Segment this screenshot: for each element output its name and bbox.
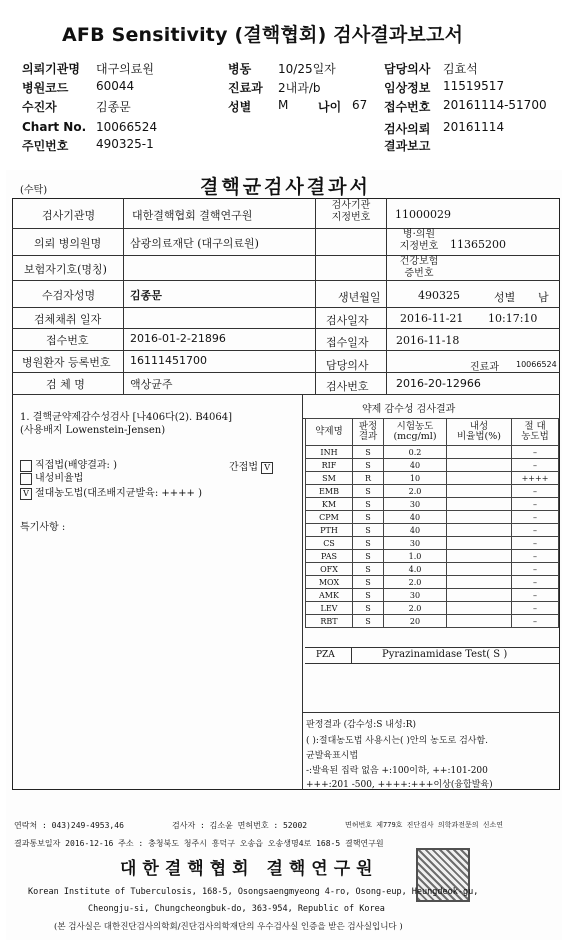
drug-abs-cell: – — [512, 446, 559, 459]
col-ratio: 내성 비율법(%) — [447, 419, 512, 446]
ratio-checkbox — [20, 473, 32, 485]
drug-abs-cell: – — [512, 550, 559, 563]
drug-conc-cell: 20 — [384, 615, 447, 628]
drug-conc-cell: 4.0 — [384, 563, 447, 576]
drug-abs-cell: – — [512, 576, 559, 589]
drug-ratio-cell — [447, 615, 512, 628]
clinical-label: 임상정보 — [384, 81, 431, 95]
drug-result-cell: S — [353, 498, 384, 511]
drug-name-cell: LEV — [306, 602, 353, 615]
drug-name-cell: PAS — [306, 550, 353, 563]
drug-ratio-cell — [447, 589, 512, 602]
drug-conc-cell: 2.0 — [384, 602, 447, 615]
request-value: 20161114 — [443, 120, 505, 134]
grid-line — [12, 328, 560, 329]
drug-row — [306, 615, 559, 628]
test-date-label: 검사일자 — [326, 314, 369, 327]
col-result: 판정 결과 — [353, 419, 384, 446]
rrn-value: 490325-1 — [96, 137, 154, 151]
grid-line — [12, 280, 560, 281]
copy-label: (수탁) — [20, 185, 48, 196]
drug-name-cell: PTH — [306, 524, 353, 537]
collector-label: 수진자 — [22, 100, 57, 114]
drug-ratio-cell — [447, 472, 512, 485]
drug-result-cell: S — [353, 446, 384, 459]
drug-result-cell: S — [353, 550, 384, 563]
result-header: 약제 감수성 검사결과 — [362, 404, 456, 415]
drug-ratio-cell — [447, 485, 512, 498]
dob-label: 생년월일 — [338, 291, 381, 304]
drug-row — [306, 472, 559, 485]
legend-line1: 판정결과 (감수성:S 내성:R) — [306, 720, 416, 730]
test-no-label: 검사번호 — [326, 380, 369, 393]
drug-row — [306, 498, 559, 511]
drug-ratio-cell — [447, 498, 512, 511]
footer-contact: 연락처 : 043)249-4953,46 — [14, 821, 124, 830]
legend-line4: -:발육된 집락 없음 +:100이하, ++:101-200 — [306, 766, 488, 776]
lab-id-label: 검사기관 지정번호 — [331, 200, 371, 223]
age-value: 67 — [352, 98, 368, 112]
collector-value: 김종문 — [96, 100, 131, 114]
lab-name-value: 대한결핵협회 결핵연구원 — [132, 209, 253, 222]
grid-line — [12, 394, 560, 395]
absolute-checkbox: V — [20, 488, 32, 500]
hosp-reg-value: 16111451700 — [130, 354, 207, 367]
footer-org-name: 대한결핵협회 결핵연구원 — [120, 859, 379, 879]
method-line1: 1. 결핵균약제감수성검사 [나406다(2). B4064] — [20, 412, 233, 423]
drug-row — [306, 459, 559, 472]
drug-name-cell: SM — [306, 472, 353, 485]
chart-label: Chart No. — [22, 120, 87, 134]
drug-result-cell: S — [353, 602, 384, 615]
footer-org-en2: Cheongju-si, Chungcheongbuk-do, 363-954, Republic of Korea — [88, 904, 385, 914]
option-indirect — [229, 458, 276, 474]
option-absolute — [20, 484, 202, 500]
option-ratio-label: 내성비율법 — [35, 473, 84, 484]
doctor-label: 담당의사 — [384, 62, 431, 76]
drug-result-cell: S — [353, 485, 384, 498]
col-drug: 약제명 — [306, 419, 353, 446]
receipt-no-label: 접수번호 — [46, 334, 89, 347]
drug-result-cell: S — [353, 537, 384, 550]
grid-line — [12, 350, 560, 351]
option-indirect-label: 간접법 — [229, 462, 258, 473]
drug-abs-cell: – — [512, 563, 559, 576]
req-name-label: 의뢰 병의원명 — [34, 237, 102, 250]
drug-row — [306, 589, 559, 602]
age-label: 나이 — [318, 100, 342, 114]
grid-line — [302, 394, 303, 790]
drug-conc-cell: 40 — [384, 459, 447, 472]
footer-report-date: 결과통보일자 2016-12-16 주소 : 충청북도 청주시 흥덕구 오송읍 오송생명4로 168-5 결핵연구원 — [14, 839, 384, 848]
drug-name-cell: EMB — [306, 485, 353, 498]
drug-row — [306, 485, 559, 498]
legend-line3: 균발육표시법 — [306, 751, 359, 761]
drug-ratio-cell — [447, 524, 512, 537]
footer-org-en1: Korean Institute of Tuberculosis, 168-5, Osongsaengmyeong 4-ro, Osong-eup, Heungdeok-gu, — [28, 887, 479, 897]
drug-ratio-cell — [447, 537, 512, 550]
drug-name-cell: RBT — [306, 615, 353, 628]
rrn-label: 주민번호 — [22, 139, 69, 153]
drug-result-cell: S — [353, 576, 384, 589]
grid-line — [305, 647, 559, 648]
drug-conc-cell: 1.0 — [384, 550, 447, 563]
drug-ratio-cell — [447, 550, 512, 563]
req-name-value: 삼광의료재단 (대구의료원) — [130, 237, 259, 250]
drug-conc-cell: 2.0 — [384, 485, 447, 498]
grid-line — [351, 647, 352, 663]
drug-name-cell: AMK — [306, 589, 353, 602]
drug-ratio-cell — [447, 563, 512, 576]
drug-abs-cell: – — [512, 602, 559, 615]
drug-name-cell: INH — [306, 446, 353, 459]
footer-examiner: 검사자 : 김소윤 면허번호 : 52002 — [172, 821, 308, 830]
dob-value: 490325 — [418, 289, 460, 302]
specimen-label: 검 체 명 — [46, 378, 85, 391]
drug-conc-cell: 40 — [384, 524, 447, 537]
drug-name-cell: KM — [306, 498, 353, 511]
doctor-label: 담당의사 — [326, 359, 369, 372]
accession-value: 20161114-51700 — [443, 98, 547, 112]
patient-value: 김종문 — [130, 289, 162, 302]
drug-conc-cell: 10 — [384, 472, 447, 485]
hosp-reg-label: 병원환자 등록번호 — [22, 356, 111, 369]
drug-row — [306, 446, 559, 459]
drug-result-cell: S — [353, 589, 384, 602]
form-title: 결핵균검사결과서 — [200, 176, 371, 198]
col-abs: 절 대 농도법 — [512, 419, 559, 446]
drug-row — [306, 563, 559, 576]
ward-value: 10/25일자 — [278, 62, 336, 76]
sex-label: 성별 — [228, 100, 252, 114]
drug-result-cell: R — [353, 472, 384, 485]
drug-name-cell: RIF — [306, 459, 353, 472]
option-absolute-label: 절대농도법(대조배지균발육: ++++ ) — [35, 488, 202, 499]
drug-result-cell: S — [353, 511, 384, 524]
patient-label: 수검자성명 — [42, 289, 96, 302]
lab-id-value: 11000029 — [395, 208, 451, 221]
drug-name-cell: OFX — [306, 563, 353, 576]
accession-label: 접수번호 — [384, 100, 431, 114]
drug-result-cell: S — [353, 524, 384, 537]
remarks-label: 특기사항 : — [20, 522, 66, 533]
grid-line — [305, 663, 559, 664]
drug-result-cell: S — [353, 563, 384, 576]
drug-conc-cell: 2.0 — [384, 576, 447, 589]
ward-label: 병동 — [228, 62, 252, 76]
drug-ratio-cell — [447, 576, 512, 589]
health-label: 건강보험 증번호 — [399, 256, 439, 279]
chart-value: 10066524 — [96, 120, 158, 134]
drug-conc-cell: 30 — [384, 537, 447, 550]
report-label: 결과보고 — [384, 139, 431, 153]
inst-value: 대구의료원 — [96, 62, 154, 76]
drug-ratio-cell — [447, 602, 512, 615]
insurance-label: 보험자기호(명칭) — [24, 263, 107, 276]
lab-name-label: 검사기관명 — [42, 209, 96, 222]
drug-row — [306, 550, 559, 563]
req-id-value: 11365200 — [450, 238, 506, 251]
report-title: AFB Sensitivity (결핵협회) 검사결과보고서 — [62, 24, 464, 46]
drug-abs-cell: – — [512, 485, 559, 498]
drug-conc-cell: 40 — [384, 511, 447, 524]
col-conc: 시험농도 (mcg/ml) — [384, 419, 447, 446]
drug-abs-cell: – — [512, 537, 559, 550]
test-time-value: 10:17:10 — [488, 312, 538, 325]
hosp-code-label: 병원코드 — [22, 81, 69, 95]
drug-name-cell: CPM — [306, 511, 353, 524]
grid-line — [315, 198, 316, 394]
footer-note: (본 검사실은 대한진단검사의학회/진단검사의학재단의 우수검사실 인증을 받은 검사실입니다 ) — [54, 922, 403, 932]
drug-conc-cell: 0.2 — [384, 446, 447, 459]
test-no-value: 2016-20-12966 — [396, 377, 481, 390]
method-line2: (사용배지 Lowenstein-Jensen) — [20, 425, 166, 436]
drug-row — [306, 602, 559, 615]
collect-date-label: 검체채취 일자 — [34, 313, 102, 326]
drug-row — [306, 524, 559, 537]
drug-result-cell: S — [353, 459, 384, 472]
drug-ratio-cell — [447, 459, 512, 472]
drug-table — [305, 418, 559, 628]
drug-conc-cell: 30 — [384, 589, 447, 602]
option-direct-label: 직접법(배양결과: ) — [35, 460, 117, 471]
footer-license: 면허번호 제779호 진단검사 의학과전문의 신소연 — [345, 821, 503, 829]
form-dept-label: 진료과 — [470, 362, 499, 373]
pza-value: Pyrazinamidase Test( S ) — [382, 649, 508, 660]
drug-abs-cell: ++++ — [512, 472, 559, 485]
req-id-label: 병·의원 지정번호 — [399, 229, 439, 252]
pza-label: PZA — [316, 650, 335, 660]
drug-abs-cell: – — [512, 524, 559, 537]
receipt-date-label: 접수일자 — [326, 336, 369, 349]
drug-abs-cell: – — [512, 498, 559, 511]
drug-ratio-cell — [447, 446, 512, 459]
drug-table-header — [306, 419, 559, 446]
specimen-value: 액상균주 — [130, 378, 173, 391]
drug-abs-cell: – — [512, 615, 559, 628]
option-ratio — [20, 469, 83, 485]
hosp-code-value: 60044 — [96, 79, 135, 93]
indirect-checkbox: V — [261, 462, 273, 474]
drug-abs-cell: – — [512, 459, 559, 472]
request-label: 검사의뢰 — [384, 122, 431, 136]
clinical-value: 11519517 — [443, 79, 505, 93]
drug-row — [306, 576, 559, 589]
receipt-date-value: 2016-11-18 — [396, 334, 460, 347]
drug-name-cell: MOX — [306, 576, 353, 589]
grid-line — [123, 198, 124, 394]
legend-line2: ( ):절대농도법 사용시는( )안의 농도로 검사함. — [306, 736, 489, 746]
form-dept-value: 10066524 — [516, 360, 557, 369]
drug-abs-cell: – — [512, 589, 559, 602]
drug-conc-cell: 30 — [384, 498, 447, 511]
grid-line — [302, 712, 560, 713]
receipt-no-value: 2016-01-2-21896 — [130, 332, 226, 345]
dept-value: 2내과/b — [278, 81, 321, 95]
dept-label: 진료과 — [228, 81, 263, 95]
drug-row — [306, 537, 559, 550]
drug-result-cell: S — [353, 615, 384, 628]
inst-label: 의뢰기관명 — [22, 62, 80, 76]
drug-name-cell: CS — [306, 537, 353, 550]
grid-line — [12, 255, 560, 256]
legend-line5: +++:201 -500, ++++:+++이상(융합발육) — [306, 780, 493, 790]
grid-line — [12, 307, 560, 308]
grid-line — [386, 198, 387, 394]
drug-abs-cell: – — [512, 511, 559, 524]
drug-row — [306, 511, 559, 524]
grid-line — [12, 228, 560, 229]
sex-value: M — [278, 98, 289, 112]
drug-ratio-cell — [447, 511, 512, 524]
doctor-value: 김효석 — [443, 62, 478, 76]
sex-value: 남 — [538, 291, 549, 304]
test-date-value: 2016-11-21 — [400, 312, 464, 325]
sex-label: 성별 — [494, 291, 516, 304]
